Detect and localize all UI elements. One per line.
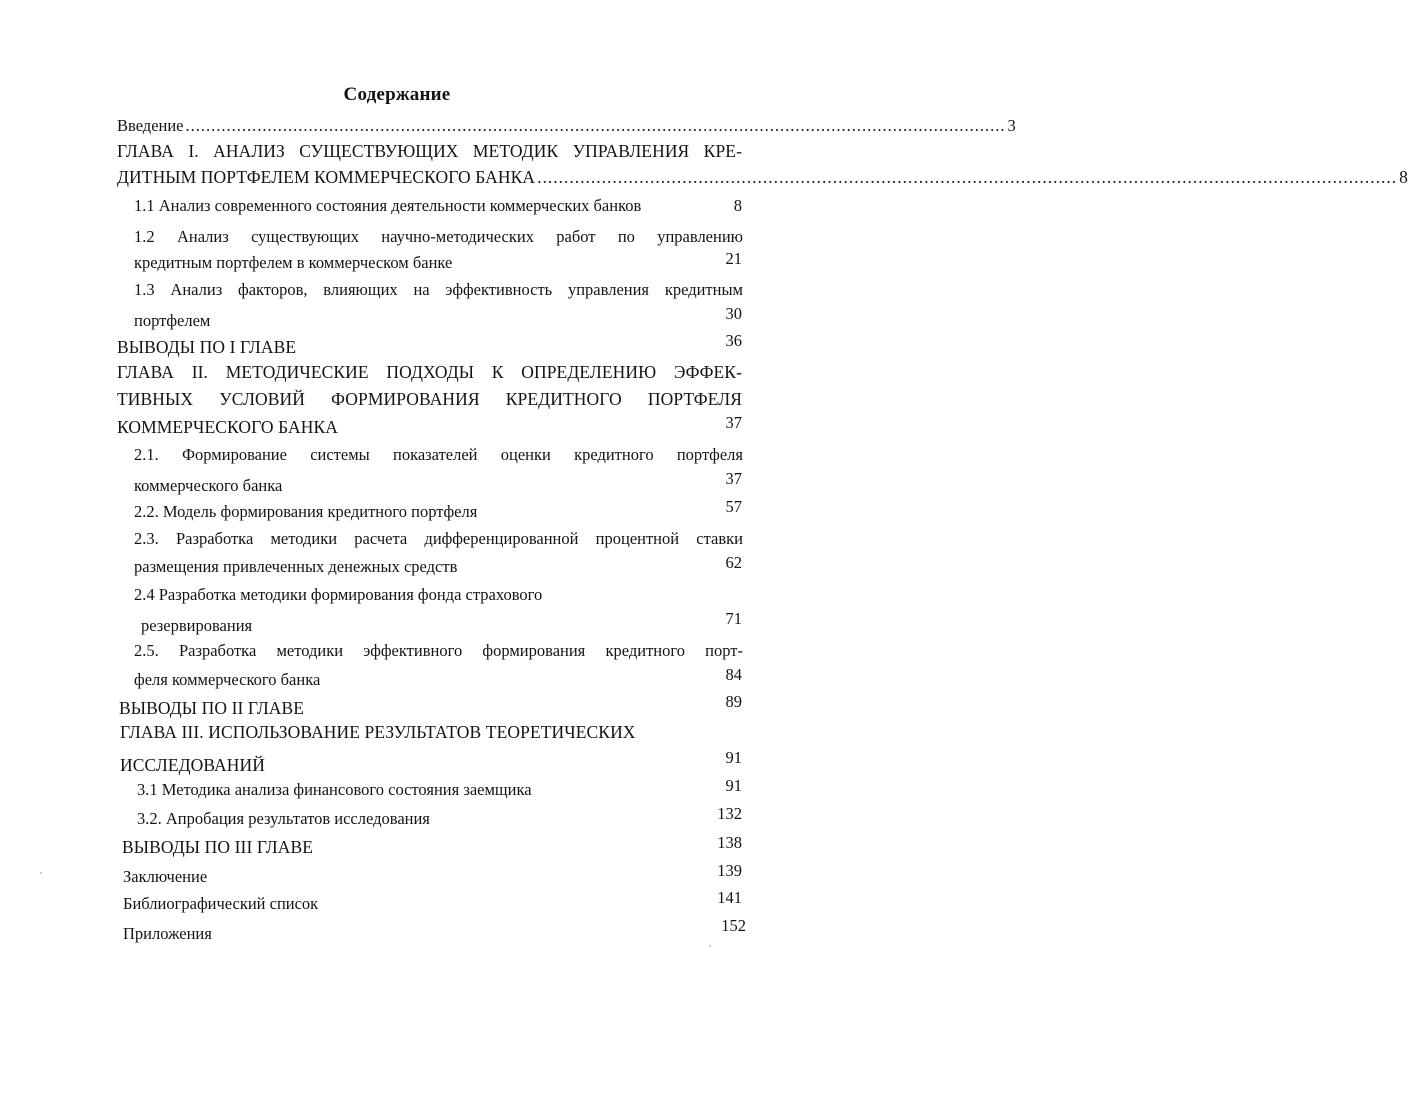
chapter-1-conclusion-page: 36 [725, 331, 742, 350]
section-1-3-line-2: портфелем [134, 311, 211, 330]
section-2-4-line-1: 2.4 Разработка методики формирования фонда страхового [134, 585, 543, 604]
leader-dots: ................................................................................................................................................................ [185, 116, 1006, 135]
section-3-1-page: 91 [725, 776, 742, 795]
section-1-2-line-1: 1.2 Анализ существующих научно-методических работ по управлению [134, 227, 743, 246]
section-2-2: 2.2. Модель формирования кредитного портфеля [134, 502, 478, 521]
leader-dots: ................................................................................................................................................................ [537, 167, 1398, 187]
scan-speck [40, 872, 42, 874]
chapter-2-heading-line-2: ТИВНЫХ УСЛОВИЙ ФОРМИРОВАНИЯ КРЕДИТНОГО ПОРТФЕЛЯ [117, 389, 742, 409]
chapter-3-conclusion: ВЫВОДЫ ПО III ГЛАВЕ [122, 837, 314, 857]
chapter-1-conclusion: ВЫВОДЫ ПО I ГЛАВЕ [117, 337, 297, 357]
chapter-1-heading-line-2 [117, 167, 1408, 187]
toc-entry-page: 3 [1007, 116, 1016, 135]
section-2-5-page: 84 [725, 665, 742, 684]
chapter-3-heading-line-1: ГЛАВА III. ИСПОЛЬЗОВАНИЕ РЕЗУЛЬТАТОВ ТЕОРЕТИЧЕСКИХ [120, 722, 636, 742]
section-1-2-page: 21 [725, 249, 742, 268]
section-2-3-page: 62 [725, 553, 742, 572]
section-3-2-page: 132 [717, 804, 742, 823]
toc-entry-summary-page: 139 [717, 861, 742, 880]
section-3-1: 3.1 Методика анализа финансового состояния заемщика [137, 780, 532, 799]
section-2-5-line-1: 2.5. Разработка методики эффективного формирования кредитного порт- [134, 641, 743, 660]
section-1-3-page: 30 [725, 304, 742, 323]
toc-entry-page: 8 [1399, 167, 1408, 187]
toc-entry-bibliography: Библиографический список [123, 894, 319, 913]
chapter-3-page: 91 [725, 748, 742, 767]
page-title: Содержание [343, 84, 451, 105]
section-2-1-page: 37 [725, 469, 742, 488]
chapter-2-heading-line-3: КОММЕРЧЕСКОГО БАНКА [117, 417, 339, 437]
toc-entry-appendices: Приложения [123, 924, 212, 943]
chapter-3-heading-line-2: ИССЛЕДОВАНИЙ [120, 755, 266, 775]
chapter-2-page: 37 [725, 413, 742, 432]
chapter-2-conclusion-page: 89 [725, 692, 742, 711]
toc-entry-label: ДИТНЫМ ПОРТФЕЛЕМ КОММЕРЧЕСКОГО БАНКА [117, 167, 536, 187]
toc-entry-intro [117, 116, 1016, 136]
section-1-2-line-2: кредитным портфелем в коммерческом банке [134, 253, 453, 272]
toc-entry-appendices-page: 152 [721, 916, 746, 935]
scan-speck [709, 945, 711, 947]
chapter-1-heading-line-1: ГЛАВА I. АНАЛИЗ СУЩЕСТВУЮЩИХ МЕТОДИК УПРАВЛЕНИЯ КРЕ- [117, 141, 742, 161]
toc-entry-bibliography-page: 141 [717, 888, 742, 907]
section-3-2: 3.2. Апробация результатов исследования [137, 809, 430, 828]
chapter-2-heading-line-1: ГЛАВА II. МЕТОДИЧЕСКИЕ ПОДХОДЫ К ОПРЕДЕЛЕНИЮ ЭФФЕК- [117, 362, 742, 382]
toc-entry-summary: Заключение [123, 867, 208, 886]
section-1-1: 1.1 Анализ современного состояния деятельности коммерческих банков [134, 196, 642, 215]
chapter-3-conclusion-page: 138 [717, 833, 742, 852]
section-2-4-line-2: резервирования [141, 616, 253, 635]
chapter-2-conclusion: ВЫВОДЫ ПО II ГЛАВЕ [119, 698, 305, 718]
section-2-2-page: 57 [725, 497, 742, 516]
section-2-3-line-1: 2.3. Разработка методики расчета дифференцированной процентной ставки [134, 529, 743, 548]
section-2-4-page: 71 [725, 609, 742, 628]
section-2-1-line-2: коммерческого банка [134, 476, 283, 495]
section-2-3-line-2: размещения привлеченных денежных средств [134, 557, 458, 576]
section-2-1-line-1: 2.1. Формирование системы показателей оценки кредитного портфеля [134, 445, 743, 464]
section-2-5-line-2: феля коммерческого банка [134, 670, 321, 689]
section-1-1-page: 8 [733, 196, 742, 215]
section-1-3-line-1: 1.3 Анализ факторов, влияющих на эффективность управления кредитным [134, 280, 743, 299]
toc-entry-label: Введение [117, 116, 184, 135]
